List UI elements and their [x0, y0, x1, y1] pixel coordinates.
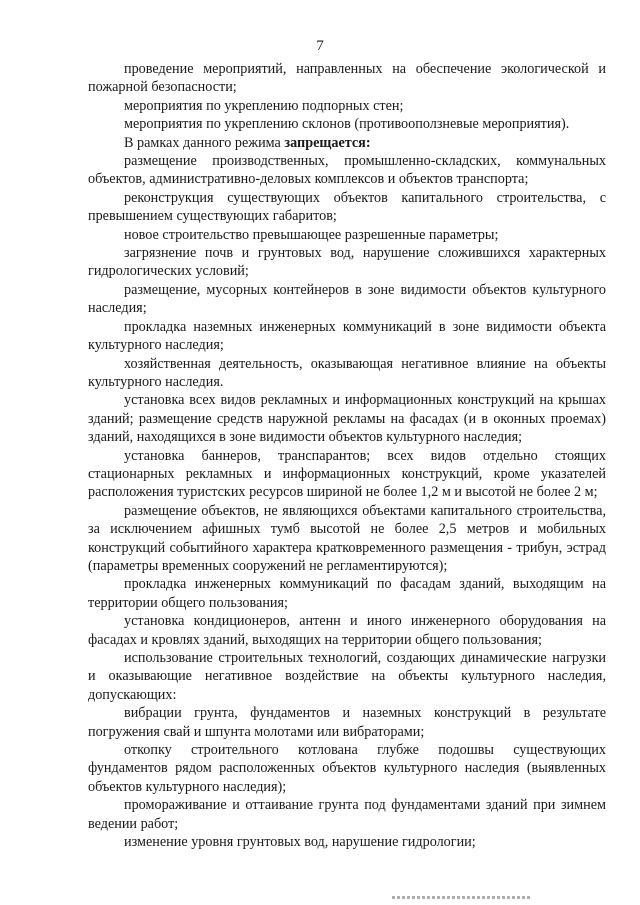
scan-artifact — [392, 896, 532, 899]
paragraph: откопку строительного котлована глубже подошвы существующих фундаментов рядом расположенных объектов культурного наследия (выявленных объектов культурного наследия); — [88, 742, 606, 795]
paragraph: хозяйственная деятельность, оказывающая негативное влияние на объекты культурного наследия. — [88, 355, 606, 390]
paragraph: использование строительных технологий, создающих динамические нагрузки и оказывающие негативное воздействие на объекты культурного наследия, допускающих: — [88, 650, 606, 703]
paragraph: вибрации грунта, фундаментов и наземных конструкций в результате погружения свай и шпунта молотами или вибраторами; — [88, 705, 606, 740]
paragraph: установка кондиционеров, антенн и иного инженерного оборудования на фасадах и кровлях зданий, выходящих на территории общего пользования; — [88, 613, 606, 648]
paragraph: установка всех видов рекламных и информационных конструкций на крышах зданий; размещение средств наружной рекламы на фасадах (и в оконных проемах) зданий, находящихся в зоне видимости объектов культурного наследия; — [88, 392, 606, 446]
paragraph: промораживание и оттаивание грунта под фундаментами зданий при зимнем ведении работ; — [88, 797, 606, 832]
regime-prohibited: запрещается: — [284, 134, 371, 151]
regime-heading — [88, 134, 606, 152]
regime-intro: В рамках данного режима — [124, 134, 281, 151]
paragraph: размещение объектов, не являющихся объектами капитального строительства, за исключением афишных тумб высотой не более 2,5 метров и мобильных конструкций событийного характера кратковременного размещения - трибун, эстрад (параметры временных сооружений не регламентируются); — [88, 502, 606, 574]
paragraph: прокладка инженерных коммуникаций по фасадам зданий, выходящим на территории общего пользования; — [88, 576, 606, 611]
paragraph: реконструкция существующих объектов капитального строительства, с превышением существующих габаритов; — [88, 189, 606, 225]
page-number: 7 — [316, 38, 324, 54]
paragraph: мероприятия по укреплению подпорных стен; — [124, 97, 404, 114]
paragraph: размещение производственных, промышленно-складских, коммунальных объектов, административно-деловых комплексов и объектов транспорта; — [88, 153, 606, 188]
paragraph: мероприятия по укреплению склонов (противооползневые мероприятия). — [124, 116, 570, 133]
paragraph: установка баннеров, транспарантов; всех видов отдельно стоящих стационарных рекламных и информационных конструкций, кроме указателей расположения туристских ресурсов шириной не более 1,2 м и высотой не более 2 м; — [88, 447, 606, 501]
paragraph: изменение уровня грунтовых вод, нарушение гидрологии; — [124, 834, 476, 851]
paragraph: новое строительство превышающее разрешенные параметры; — [124, 226, 499, 243]
document-body — [88, 60, 606, 851]
paragraph: загрязнение почв и грунтовых вод, нарушение сложившихся характерных гидрологических условий; — [88, 245, 606, 280]
paragraph: размещение, мусорных контейнеров в зоне видимости объектов культурного наследия; — [88, 281, 606, 317]
paragraph: проведение мероприятий, направленных на обеспечение экологической и пожарной безопасности; — [88, 61, 606, 96]
paragraph: прокладка наземных инженерных коммуникаций в зоне видимости объекта культурного наследия; — [88, 318, 606, 354]
